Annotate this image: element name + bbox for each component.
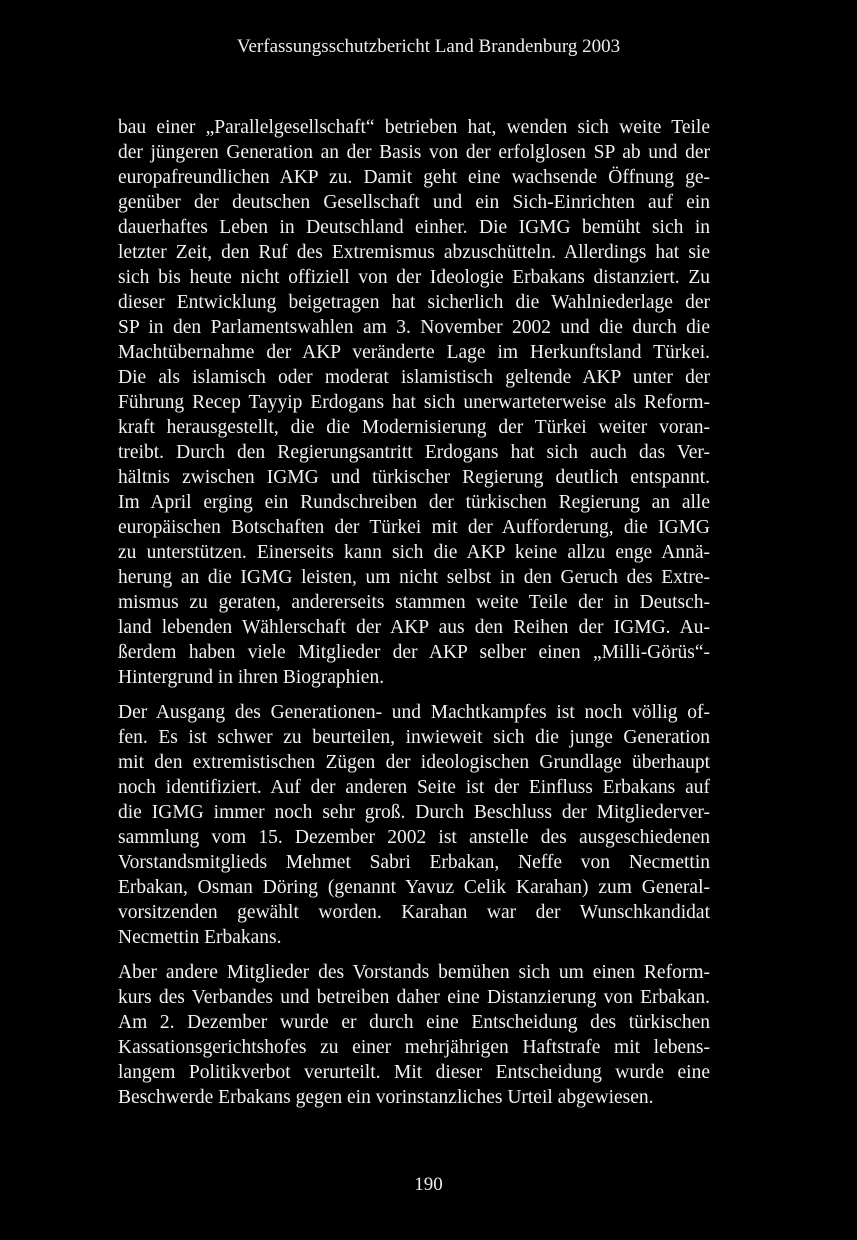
text-line: herung an die IGMG leisten, um nicht selbst in den Geruch des Extre- (118, 567, 710, 588)
text-line: Der Ausgang des Generationen- und Machtkampfes ist noch völlig of- (118, 702, 710, 723)
text-line: Machtübernahme der AKP veränderte Lage im Herkunftsland Türkei. (118, 342, 710, 363)
text-line: kurs des Verbandes und betreiben daher eine Distanzierung von Erbakan. (118, 987, 710, 1008)
text-line: der jüngeren Generation an der Basis von der erfolglosen SP ab und der (118, 142, 710, 163)
text-line: Hintergrund in ihren Biographien. (118, 667, 385, 688)
text-line: letzter Zeit, den Ruf des Extremismus abzuschütteln. Allerdings hat sie (118, 242, 710, 263)
text-line: Beschwerde Erbakans gegen ein vorinstanzliches Urteil abgewiesen. (118, 1087, 654, 1108)
text-line: fen. Es ist schwer zu beurteilen, inwieweit sich die junge Generation (118, 727, 710, 748)
text-line: vorsitzenden gewählt worden. Karahan war der Wunschkandidat (118, 902, 710, 923)
text-line: sich bis heute nicht offiziell von der Ideologie Erbakans distanziert. Zu (118, 267, 710, 288)
body-text (118, 115, 710, 1120)
text-line: mit den extremistischen Zügen der ideologischen Grundlage überhaupt (118, 752, 710, 773)
paragraph (118, 960, 710, 1110)
text-line: dieser Entwicklung beigetragen hat sicherlich die Wahlniederlage der (118, 292, 710, 313)
text-line: mismus zu geraten, andererseits stammen weite Teile der in Deutsch- (118, 592, 710, 613)
text-line: sammlung vom 15. Dezember 2002 ist anstelle des ausgeschiedenen (118, 827, 710, 848)
page-number: 190 (414, 1174, 443, 1195)
running-header: Verfassungsschutzbericht Land Brandenburg 2003 (236, 36, 621, 57)
text-line: Im April erging ein Rundschreiben der türkischen Regierung an alle (118, 492, 710, 513)
text-line: Die als islamisch oder moderat islamistisch geltende AKP unter der (118, 367, 710, 388)
text-line: Erbakan, Osman Döring (genannt Yavuz Celik Karahan) zum General- (118, 877, 710, 898)
text-line: Aber andere Mitglieder des Vorstands bemühen sich um einen Reform- (118, 962, 710, 983)
text-line: Vorstandsmitglieds Mehmet Sabri Erbakan, Neffe von Necmettin (118, 852, 710, 873)
text-line: treibt. Durch den Regierungsantritt Erdogans hat sich auch das Ver- (118, 442, 710, 463)
text-line: land lebenden Wählerschaft der AKP aus den Reihen der IGMG. Au- (118, 617, 710, 638)
text-line: Kassationsgerichtshofes zu einer mehrjährigen Haftstrafe mit lebens- (118, 1037, 710, 1058)
paragraph (118, 115, 710, 690)
text-line: zu unterstützen. Einerseits kann sich die AKP keine allzu enge Annä- (118, 542, 710, 563)
text-line: noch identifiziert. Auf der anderen Seite ist der Einfluss Erbakans auf (118, 777, 710, 798)
text-line: hältnis zwischen IGMG und türkischer Regierung deutlich entspannt. (118, 467, 710, 488)
paragraph (118, 700, 710, 950)
text-line: kraft herausgestellt, die die Modernisierung der Türkei weiter voran- (118, 417, 710, 438)
text-line: langem Politikverbot verurteilt. Mit dieser Entscheidung wurde eine (118, 1062, 710, 1083)
text-line: europafreundlichen AKP zu. Damit geht eine wachsende Öffnung ge- (118, 167, 710, 188)
text-line: Am 2. Dezember wurde er durch eine Entscheidung des türkischen (118, 1012, 710, 1033)
text-line: die IGMG immer noch sehr groß. Durch Beschluss der Mitgliederver- (118, 802, 710, 823)
text-line: ßerdem haben viele Mitglieder der AKP selber einen „Milli-Görüs“- (118, 642, 710, 663)
text-line: Führung Recep Tayyip Erdogans hat sich unerwarteterweise als Reform- (118, 392, 710, 413)
text-line: Necmettin Erbakans. (118, 927, 282, 948)
text-line: europäischen Botschaften der Türkei mit der Aufforderung, die IGMG (118, 517, 710, 538)
text-line: SP in den Parlamentswahlen am 3. November 2002 und die durch die (118, 317, 710, 338)
text-line: bau einer „Parallelgesellschaft“ betrieben hat, wenden sich weite Teile (118, 117, 710, 138)
text-line: dauerhaftes Leben in Deutschland einher. Die IGMG bemüht sich in (118, 217, 710, 238)
text-line: genüber der deutschen Gesellschaft und ein Sich-Einrichten auf ein (118, 192, 710, 213)
